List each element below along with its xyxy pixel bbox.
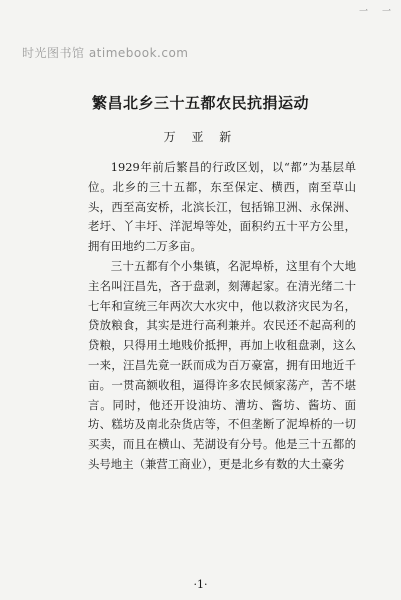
corner-mark: 一 <box>358 7 368 17</box>
article-title: 繁昌北乡三十五都农民抗捐运动 <box>91 94 309 112</box>
page-number: ·1· <box>193 578 208 591</box>
watermark: 时光图书馆 atimebook.com <box>22 46 189 60</box>
corner-marks <box>359 4 391 17</box>
author-name: 万 亚 新 <box>163 130 238 144</box>
body-paragraph: 三十五都有个小集镇，名泥埠桥，这里有个大地主名叫汪昌先，吝于盘剥，刻薄起家。在清光绪二十七年和宣统三年两次大水灾中，他以救济灾民为名，贷放粮食，其实是进行高利兼并。农民还不起高利的贷粮，只得用土地贱价抵押，再加上收租盘剥，这么一来，汪昌先竟一跃而成为百万豪富，拥有田地近千亩。一贯高额收租，逼得许多农民倾家荡产，苦不堪言。同时，他还开设油坊、漕坊、酱坊、酱坊、面坊、糕坊及南北杂货店等，不但垄断了泥埠桥的一切买卖，而且在横山、芜湖设有分号。他是三十五都的头号地主（兼营工商业），更是北乡有数的大土豪劣 <box>88 258 356 471</box>
article-body <box>88 158 356 475</box>
body-paragraph: 1929年前后繁昌的行政区划，以“都”为基层单位。北乡的三十五都，东至保定、横西，南至草山头，西至高安桥，北滨长江，包括锦卫洲、永保洲、老圩、丫丰圩、洋泥埠等处，面积约五十平方公里，拥有田地约二万多亩。 <box>88 160 356 254</box>
corner-mark: 一 <box>381 7 391 17</box>
